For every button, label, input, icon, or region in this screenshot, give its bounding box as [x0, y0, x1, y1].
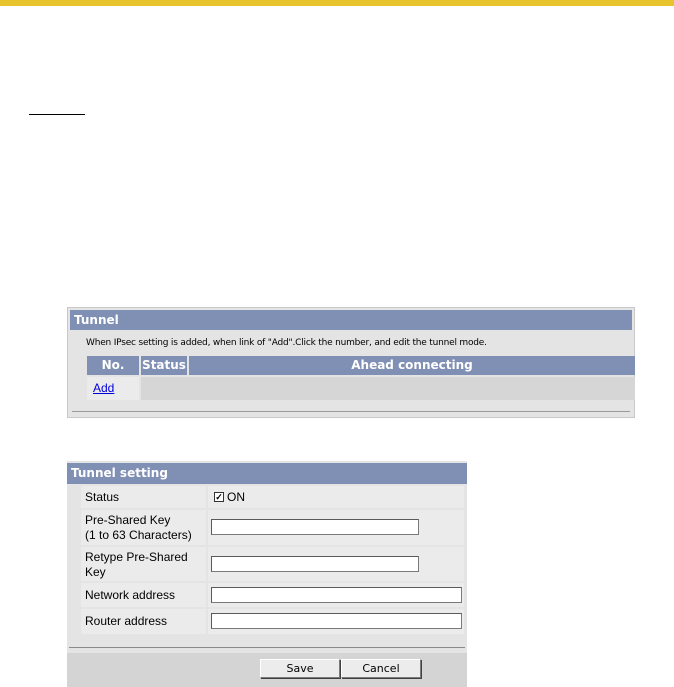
network-address-input[interactable]: [211, 587, 462, 603]
retype-psk-field: [208, 547, 464, 581]
psk-label: [81, 510, 206, 545]
status-label-text: Status: [85, 490, 120, 504]
router-address-field: [208, 609, 464, 634]
psk-label-line2: (1 to 63 Characters): [85, 528, 192, 542]
column-header-no: No.: [87, 356, 139, 375]
router-address-label-text: Router address: [85, 614, 168, 628]
table-cell-empty: [141, 377, 635, 400]
tunnel-setting-panel: [67, 461, 467, 687]
tunnel-panel: [67, 307, 635, 418]
status-checkbox[interactable]: ✓: [215, 492, 223, 502]
tunnel-note: When IPsec setting is added, when link of "Add".Click the number, and edit the tunnel mode.: [86, 338, 487, 348]
network-address-label: [81, 583, 206, 607]
top-accent-bar: [0, 0, 674, 6]
retype-label-line2: Key: [85, 565, 106, 579]
save-button[interactable]: Save: [260, 659, 340, 678]
retype-psk-label: [81, 547, 206, 581]
router-address-label: [81, 609, 206, 634]
table-row: [87, 377, 635, 400]
retype-psk-input[interactable]: [211, 556, 419, 572]
router-address-input[interactable]: [211, 613, 462, 629]
status-label: [81, 486, 206, 508]
column-header-ahead-connecting: Ahead connecting: [189, 356, 635, 375]
tunnel-setting-title: Tunnel setting: [67, 463, 467, 484]
psk-input[interactable]: [211, 519, 419, 535]
divider: [72, 411, 630, 412]
network-address-label-text: Network address: [85, 588, 176, 602]
divider: [69, 647, 465, 648]
column-header-status: Status: [141, 356, 187, 375]
table-cell-no: [87, 377, 139, 400]
add-link[interactable]: Add: [93, 381, 115, 395]
button-bar: [67, 653, 467, 687]
cancel-button[interactable]: Cancel: [341, 659, 421, 678]
underline-rule: [29, 114, 85, 115]
status-checkbox-label: ON: [227, 490, 245, 504]
psk-field: [208, 510, 464, 545]
tunnel-table-header: [87, 356, 635, 375]
psk-label-line1: Pre-Shared Key: [85, 513, 171, 527]
network-address-field: [208, 583, 464, 607]
status-field: [208, 486, 464, 508]
retype-label-line1: Retype Pre-Shared: [85, 550, 188, 564]
tunnel-panel-title: Tunnel: [70, 310, 632, 330]
